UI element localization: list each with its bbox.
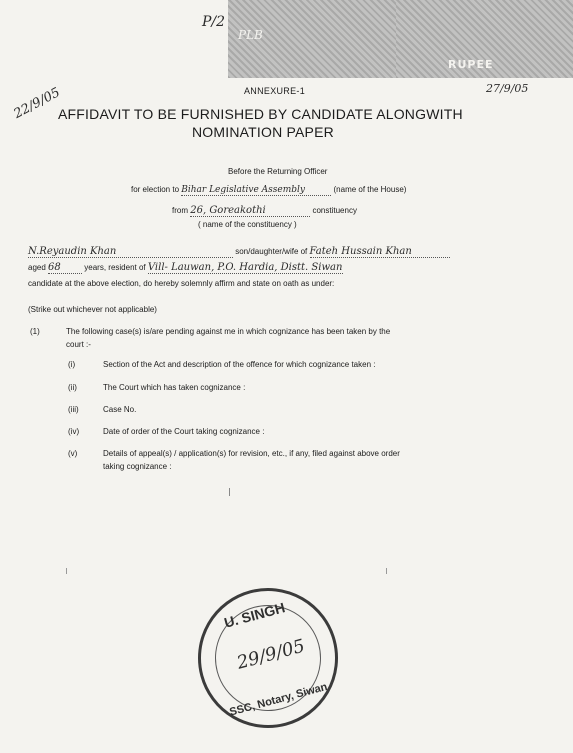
house-name-field: Bihar Legislative Assembly	[181, 185, 331, 196]
item-iv-number: (iv)	[68, 427, 80, 436]
resident-label: years, resident of	[84, 263, 146, 272]
item-iii-text: Case No.	[103, 405, 137, 414]
margin-handwritten-note: 22/9/05	[11, 85, 63, 122]
seal-date-handwritten: 29/9/05	[234, 635, 308, 674]
item-i-text: Section of the Act and description of the offence for which cognizance taken :	[103, 360, 376, 369]
item-iv-text: Date of order of the Court taking cognizance :	[103, 427, 265, 436]
item-ii-number: (ii)	[68, 383, 77, 392]
item-ii-text: The Court which has taken cognizance :	[103, 383, 246, 392]
constituency-label: constituency	[312, 206, 357, 215]
item-v-number: (v)	[68, 449, 78, 458]
document-title-line1: AFFIDAVIT TO BE FURNISHED BY CANDIDATE ALONGWITH	[58, 106, 463, 122]
scan-mark	[66, 568, 67, 574]
candidate-name-field: N.Reyaudin Khan	[28, 246, 233, 258]
constituency-hint: ( name of the constituency )	[198, 220, 297, 229]
seal-top-text: U. SINGH	[222, 599, 287, 631]
house-name-hint: (name of the House)	[333, 185, 407, 194]
constituency-field: 26, Goreakothi	[190, 205, 310, 217]
annexure-label: ANNEXURE-1	[244, 86, 306, 96]
father-name-field: Fateh Hussain Khan	[310, 246, 450, 258]
scan-mark	[386, 568, 387, 574]
section1-text-line1: The following case(s) is/are pending against me in which cognizance has been taken by the	[66, 327, 391, 336]
stamp-rupee-label: RUPEE	[448, 58, 494, 71]
aged-label: aged	[28, 263, 46, 272]
from-label: from	[172, 206, 188, 215]
scan-mark	[229, 488, 230, 496]
stamp-handwriting-top: P/2	[202, 14, 226, 30]
strike-out-note: (Strike out whichever not applicable)	[28, 305, 157, 314]
item-iii-number: (iii)	[68, 405, 79, 414]
section1-text-line2: court :-	[66, 340, 91, 349]
seal-bottom-text: SSC, Notary, Siwan	[228, 680, 329, 719]
item-v-text-line2: taking cognizance :	[103, 462, 172, 471]
declaration-line1	[28, 246, 450, 258]
age-field: 68	[48, 262, 82, 274]
relation-label: son/daughter/wife of	[235, 247, 308, 256]
election-line	[131, 185, 406, 196]
stamp-handwriting-left: PLB	[238, 28, 263, 42]
section1-number: (1)	[30, 327, 40, 336]
item-v-text: Details of appeal(s) / application(s) for revision, etc., if any, filed against above order	[103, 449, 400, 458]
address-field: Vill- Lauwan, P.O. Hardia, Distt. Siwan	[147, 262, 343, 273]
before-returning-officer: Before the Returning Officer	[228, 167, 328, 176]
stamp-handwriting-date: 27/9/05	[486, 82, 529, 95]
document-title-line2: NOMINATION PAPER	[192, 124, 334, 140]
declaration-line3: candidate at the above election, do hereby solemnly affirm and state on oath as under:	[28, 279, 335, 288]
for-election-label: for election to	[131, 185, 180, 194]
notary-seal	[182, 572, 353, 743]
item-i-number: (i)	[68, 360, 76, 369]
declaration-line2	[28, 262, 343, 274]
constituency-line	[172, 205, 357, 217]
